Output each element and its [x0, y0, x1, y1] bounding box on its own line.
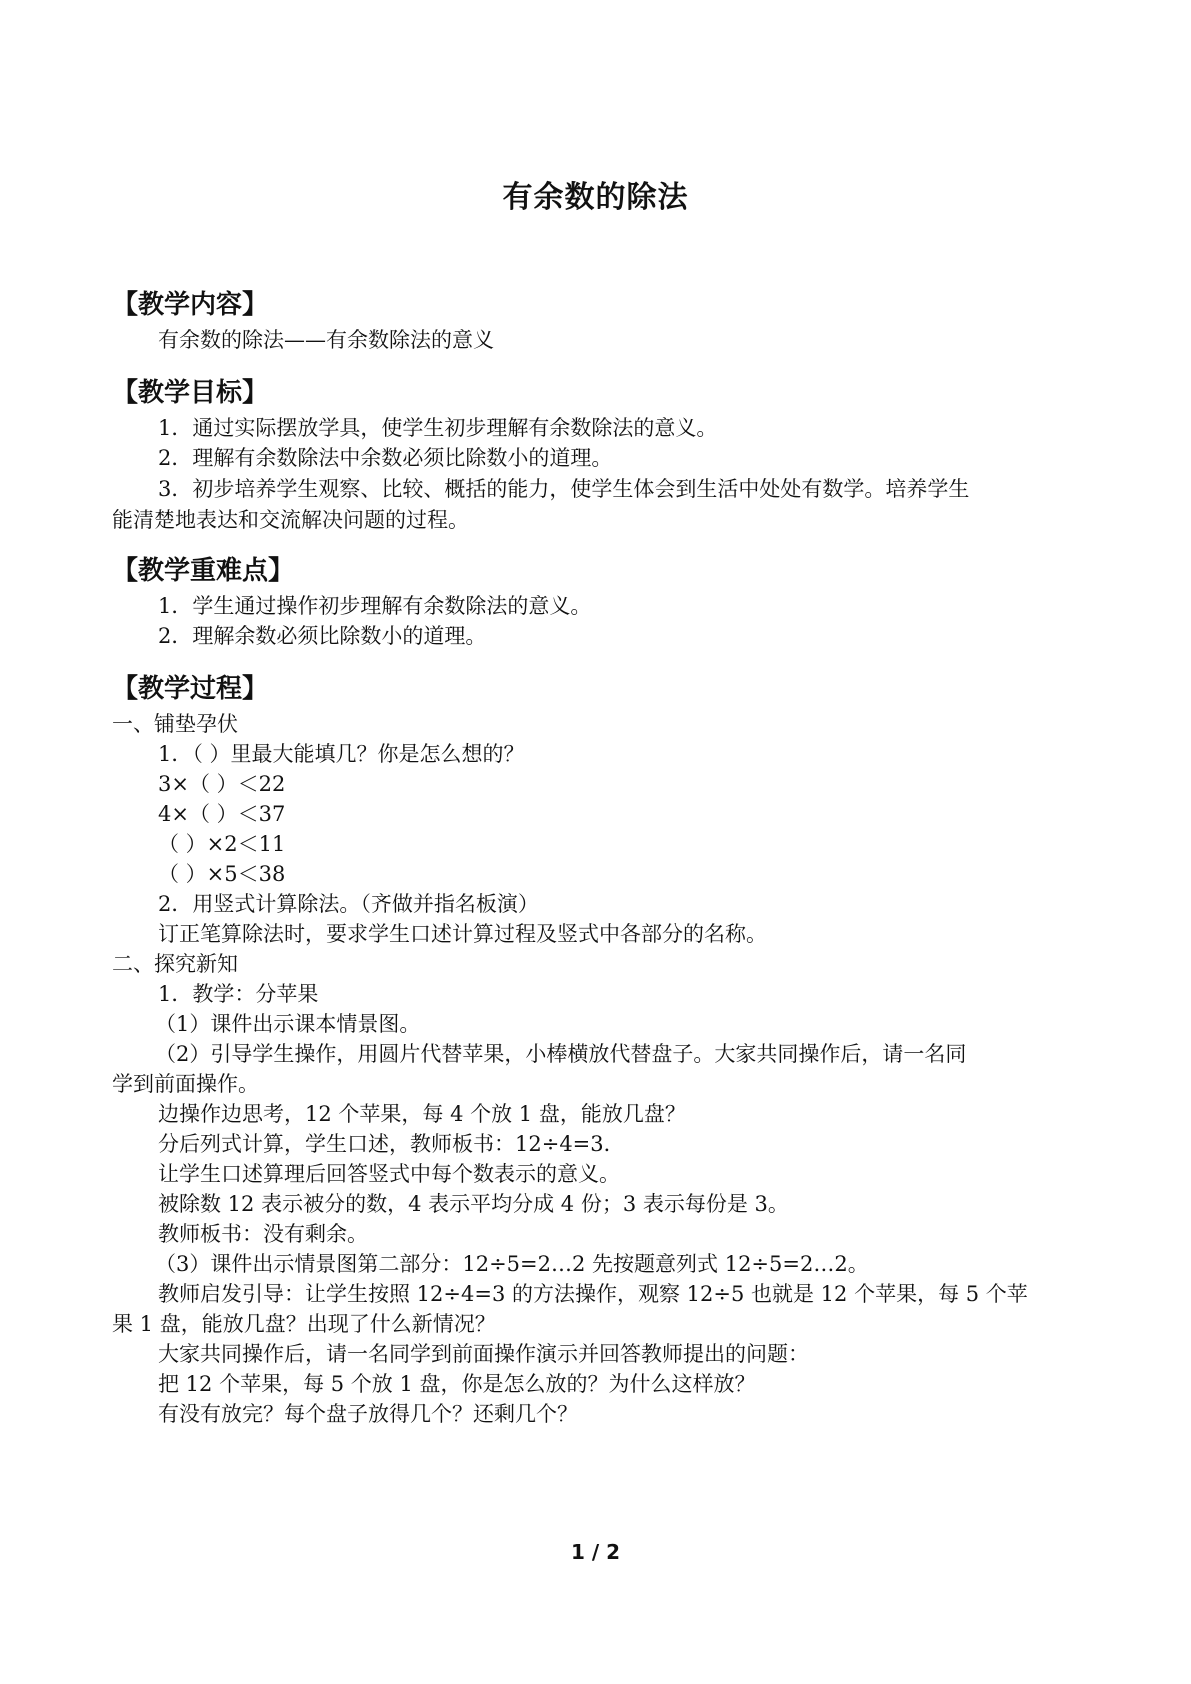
process-line: 2．用竖式计算除法。（齐做并指名板演） — [158, 892, 539, 916]
process-line: 教师板书：没有剩余。 — [158, 1222, 368, 1246]
process-line: 把 12 个苹果，每 5 个放 1 盘，你是怎么放的？为什么这样放？ — [158, 1372, 756, 1396]
process-line: 二、探究新知 — [112, 952, 238, 976]
goal-line: 能清楚地表达和交流解决问题的过程。 — [112, 508, 469, 532]
content-line: 有余数的除法——有余数除法的意义 — [158, 328, 494, 352]
process-line: 教师启发引导：让学生按照 12÷4=3 的方法操作，观察 12÷5 也就是 12 个苹果，每 5 个苹 — [158, 1282, 1028, 1306]
process-line: 大家共同操作后，请一名同学到前面操作演示并回答教师提出的问题： — [158, 1342, 809, 1366]
process-line: 订正笔算除法时，要求学生口述计算过程及竖式中各部分的名称。 — [158, 922, 767, 946]
process-line: 4×（ ）＜37 — [158, 802, 286, 826]
section-heading-key-points: 【教学重难点】 — [112, 556, 295, 586]
process-line: （ ）×5＜38 — [158, 862, 286, 886]
process-line: 学到前面操作。 — [112, 1072, 259, 1096]
process-line: （1）课件出示课本情景图。 — [155, 1012, 421, 1036]
process-line: 分后列式计算，学生口述，教师板书：12÷4=3． — [158, 1132, 625, 1156]
process-line: 1．教学：分苹果 — [158, 982, 319, 1006]
goal-line: 2．理解有余数除法中余数必须比除数小的道理。 — [158, 446, 613, 470]
process-line: 边操作边思考，12 个苹果，每 4 个放 1 盘，能放几盘？ — [158, 1102, 686, 1126]
key-point-line: 2．理解余数必须比除数小的道理。 — [158, 624, 487, 648]
process-line: 一、铺垫孕伏 — [112, 712, 238, 736]
process-line: 有没有放完？每个盘子放得几个？还剩几个？ — [158, 1402, 578, 1426]
process-line: 3×（ ）＜22 — [158, 772, 286, 796]
process-line: （ ）×2＜11 — [158, 832, 286, 856]
section-heading-goals: 【教学目标】 — [112, 378, 269, 408]
process-line: 让学生口述算理后回答竖式中每个数表示的意义。 — [158, 1162, 620, 1186]
process-line: 果 1 盘，能放几盘？出现了什么新情况？ — [112, 1312, 496, 1336]
page-number: 1 / 2 — [570, 1540, 621, 1564]
process-line: （2）引导学生操作，用圆片代替苹果，小棒横放代替盘子。大家共同操作后，请一名同 — [155, 1042, 967, 1066]
process-line: 1．（ ）里最大能填几？你是怎么想的？ — [158, 742, 525, 766]
key-point-line: 1．学生通过操作初步理解有余数除法的意义。 — [158, 594, 592, 618]
goal-line: 1．通过实际摆放学具，使学生初步理解有余数除法的意义。 — [158, 416, 718, 440]
goal-line: 3．初步培养学生观察、比较、概括的能力，使学生体会到生活中处处有数学。培养学生 — [158, 477, 970, 501]
section-heading-content: 【教学内容】 — [112, 290, 269, 320]
section-heading-process: 【教学过程】 — [112, 674, 269, 704]
process-line: 被除数 12 表示被分的数，4 表示平均分成 4 份；3 表示每份是 3。 — [158, 1192, 789, 1216]
page-title: 有余数的除法 — [502, 180, 689, 215]
process-line: （3）课件出示情景图第二部分：12÷5=2…2 先按题意列式 12÷5=2…2。 — [155, 1252, 869, 1276]
